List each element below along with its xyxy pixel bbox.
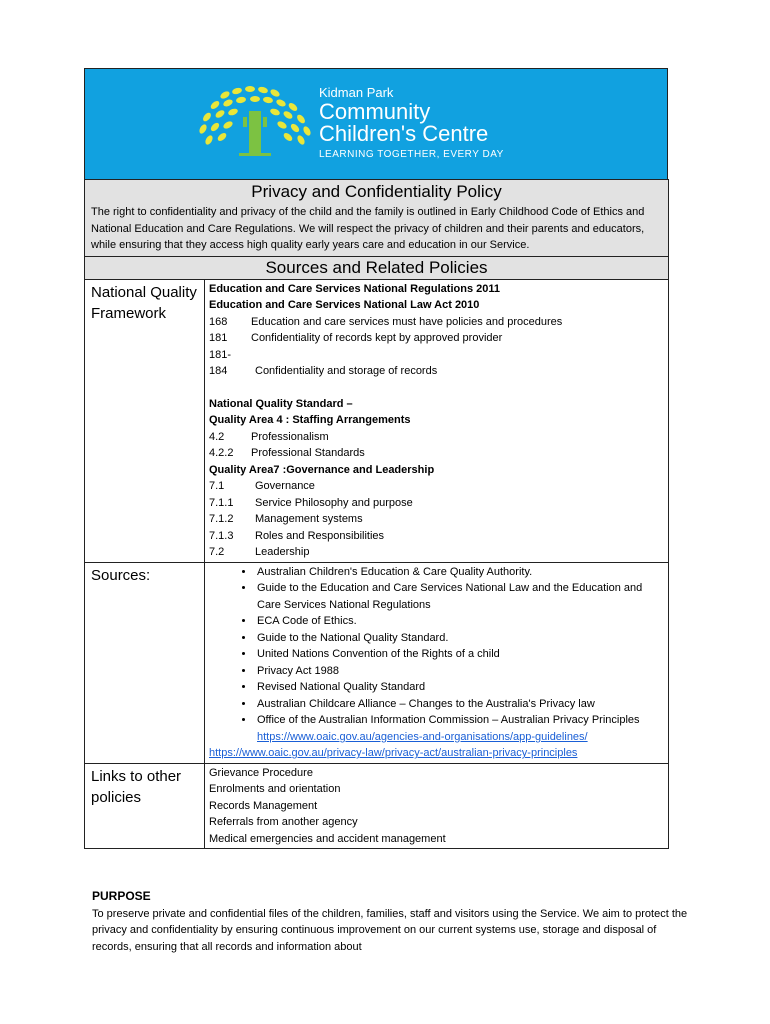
nqf-content [205,279,669,562]
standard-row [209,495,668,512]
policy-table [84,179,669,849]
list-item: • Australian Childcare Alliance – Changes to the Australia's Privacy law [255,696,668,713]
sources-list [209,564,668,729]
privacy-principles-link[interactable]: https://www.oaic.gov.au/privacy-law/privacy-act/australian-privacy-principles [209,747,578,760]
policy-intro: The right to confidentiality and privacy of the child and the family is outlined in Early Childhood Code of Ethics and National Education and Care Regulations. We will respect the privacy of children and their parents and educators, while ensuring that they access high quality early years care and education in our Service. [91,206,645,252]
regulation-number: 184 [209,365,228,378]
standard-row [209,478,668,495]
standard-text: Service Philosophy and purpose [255,496,413,509]
list-item: • Australian Children's Education & Care Quality Authority. [255,564,668,581]
list-item: • Guide to the Education and Care Services National Law and the Education and Care Services National Regulations [255,580,668,613]
nqs-title: National Quality Standard – [209,397,353,410]
list-item: Enrolments and orientation [209,783,341,796]
law-act-title: Education and Care Services National Law Act 2010 [209,299,480,312]
app-guidelines-link[interactable]: https://www.oaic.gov.au/agencies-and-organisations/app-guidelines/ [257,730,588,743]
header-banner [84,68,668,179]
links-label: Links to other policies [85,763,205,849]
purpose-text: To preserve private and confidential files of the children, families, staff and visitors using the Service. We aim to protect the privacy and confidentiality by ensuring continuous improvement on our current systems use, storage and disposal of records, ensuring that all records and information about [92,907,688,954]
nqf-label: National Quality Framework [85,279,205,562]
standard-number: 7.1.1 [209,496,234,509]
standard-text: Professional Standards [251,447,365,460]
list-item: • Office of the Australian Information Commission – Australian Privacy Principles [255,712,668,729]
standard-number: 7.1 [209,480,225,493]
regulation-text: Confidentiality and storage of records [255,365,438,378]
standard-text: Leadership [255,546,310,559]
standard-number: 7.1.3 [209,529,234,542]
list-item: Referrals from another agency [209,816,358,829]
standard-row [209,544,668,561]
list-item: • Guide to the National Quality Standard. [255,630,668,647]
regulation-row [209,314,668,331]
logo-line-childrens-centre: Children's Centre [319,121,489,146]
logo-tagline: LEARNING TOGETHER, EVERY DAY [319,149,504,160]
links-content [205,763,669,849]
standard-text: Governance [255,480,315,493]
policy-title: Privacy and Confidentiality Policy [251,182,502,201]
standard-row [209,429,668,446]
purpose-section [92,888,692,956]
standard-row [209,511,668,528]
list-item: Grievance Procedure [209,766,313,779]
regulation-number: 168 [209,315,228,328]
quality-area-4-title: Quality Area 4 : Staffing Arrangements [209,414,411,427]
standard-number: 7.1.2 [209,513,234,526]
standard-number: 7.2 [209,546,225,559]
standard-number: 4.2 [209,430,225,443]
list-item: • United Nations Convention of the Rights of a child [255,646,668,663]
regulations-title: Education and Care Services National Regulations 2011 [209,282,500,295]
standard-text: Management systems [255,513,363,526]
list-item: • ECA Code of Ethics. [255,613,668,630]
sources-heading: Sources and Related Policies [265,257,488,277]
logo-text [319,85,504,160]
list-item: • Revised National Quality Standard [255,679,668,696]
sources-content [205,562,669,763]
regulation-row [209,330,668,347]
title-cell [85,180,669,257]
list-item: • Privacy Act 1988 [255,663,668,680]
logo-line-kidman-park: Kidman Park [319,85,394,100]
tree-logo-icon [195,83,315,161]
standard-row [209,528,668,545]
regulation-text: Education and care services must have policies and procedures [251,315,563,328]
standard-row [209,445,668,462]
regulation-text: Confidentiality of records kept by approved provider [251,332,503,345]
quality-area-7-title: Quality Area7 :Governance and Leadership [209,463,435,476]
list-item: Medical emergencies and accident management [209,832,446,845]
logo-line-community: Community [319,99,431,124]
regulation-number: 181 [209,332,228,345]
purpose-heading: PURPOSE [92,889,151,903]
standard-number: 4.2.2 [209,447,234,460]
regulation-row [209,363,668,380]
standard-text: Roles and Responsibilities [255,529,385,542]
list-item: Records Management [209,799,318,812]
standard-text: Professionalism [251,430,329,443]
policy-document [84,68,668,849]
sources-label: Sources: [85,562,205,763]
sources-heading-cell [85,256,669,279]
regulation-range-start: 181- [209,348,232,361]
